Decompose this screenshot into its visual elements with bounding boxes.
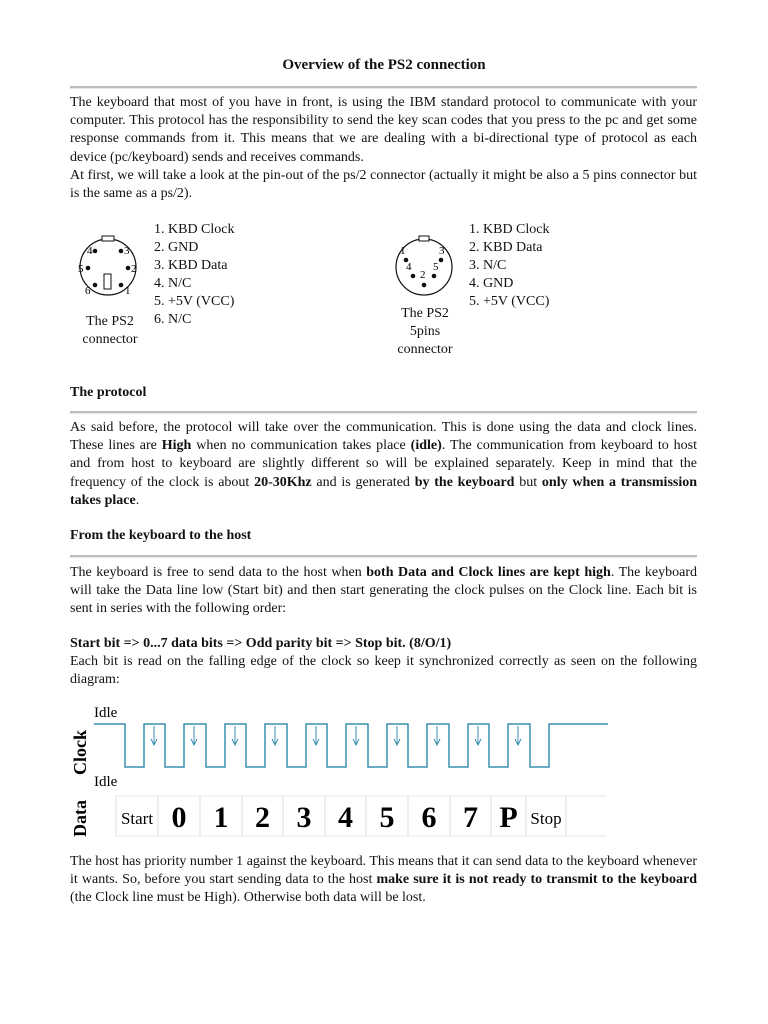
pin-number: 4 [406,261,412,273]
pin-number: 5 [433,261,439,273]
text-run: . The communication from keyboard to host and from host to keyboard are slightly different so will be explained separately. Keep in mind that the frequency of the clock is about [70,438,697,490]
pin-item: 1. KBD Clock [154,222,235,237]
text-run: when no communication takes place [191,438,411,454]
pin-item: 1. KBD Clock [469,222,550,237]
caption-line: The PS2 [401,306,449,321]
idle-label-top: Idle [94,705,118,721]
pin-dot [432,274,437,279]
bold-run: by the keyboard [414,474,515,490]
pin-dot [411,274,416,279]
pin-item: 3. N/C [469,258,507,273]
intro-paragraph [70,94,697,203]
pin-dot [93,249,98,254]
data-bit-cells [116,796,566,836]
caption-line: 5pins [409,324,441,339]
pin-item: 2. KBD Data [469,240,543,255]
kbd-to-host-paragraph [70,564,697,619]
data-bit-cell-label: 0 [171,801,187,834]
pin-number: 3 [124,245,130,257]
bold-run: only when a transmission takes place [70,474,698,508]
text-run: . [135,492,140,508]
caption-line: connector [397,342,453,357]
pin-dot [422,283,427,288]
pin-dot [93,283,98,288]
caption-line: The PS2 [86,314,134,329]
page-title: Overview of the PS2 connection [282,57,486,73]
bold-run: (idle) [410,438,442,454]
kbd-to-host-heading: From the keyboard to the host [70,528,252,543]
clock-label: Clock [70,730,90,775]
text-run: . The keyboard will take the Data line low (Start bit) and then start generating the clock pulses on the Clock line. Each bit is sent in series with the following order: [70,565,697,617]
text-run: Each bit is read on the falling edge of the clock so keep it synchronized correctly as seen on the following diagram: [70,654,697,688]
pin-number: 5 [78,263,84,275]
text-run: The host has priority number 1 against the keyboard. This means that it can send data to the keyboard whenever it wants. So, before you start sending data to the host [70,854,697,888]
bold-run: High [161,438,192,454]
clock-waveform [94,724,608,767]
text-run: The keyboard is free to send data to the host when [70,565,367,580]
data-bit-cell-label: 2 [255,801,270,834]
host-paragraph [70,853,697,908]
pin-item: 3. KBD Data [154,258,228,273]
ps2-5pin-connector-caption [385,305,465,359]
data-bit-cell-label: 3 [296,801,312,834]
pin-number: 6 [85,285,91,297]
idle-label-bottom: Idle [94,774,118,790]
text-run: (the Clock line must be High). Otherwise both data will be lost. [70,890,426,906]
text-run: As said before, the protocol will take over the communication. This is done using the data and clock lines. These lines are [70,420,697,454]
bit-order-paragraph [70,635,697,690]
ps2-5pin-connector-diagram [389,232,459,302]
data-bit-cell-label: 7 [463,801,478,834]
pin-number: 1 [125,285,131,297]
bold-run: both Data and Clock lines are kept high [366,565,611,580]
ps2-5pin-list [469,221,550,311]
pin-dot [439,258,444,263]
caption-line: connector [82,332,138,347]
pin-dot [119,249,124,254]
pin-item: 2. GND [154,240,199,255]
pin-number: 4 [87,245,93,257]
data-label: Data [70,800,90,837]
key-slot [104,274,111,289]
pin-dot [86,266,91,271]
pin-item: 5. +5V (VCC) [154,294,235,309]
data-bit-cell-label: 5 [379,801,395,834]
data-bit-cell-label: 6 [421,801,437,834]
pin-number: 1 [400,245,406,257]
timing-diagram [66,700,616,842]
pin-item: 4. N/C [154,276,192,291]
pin-dot [126,266,131,271]
ps2-connector-caption [70,313,150,349]
text-run: but [514,474,542,490]
pin-number: 2 [420,269,426,281]
protocol-divider [70,411,697,414]
data-bit-cell-label: 4 [338,801,353,834]
title-divider [70,86,697,89]
data-bit-cell-label: Start [120,809,154,828]
intro-text-1: The keyboard that most of you have in front, is using the IBM standard protocol to communicate with your computer. This protocol has the responsibility to send the key scan codes that you press to the pc and get some response commands from it. This means that we are dealing with a bi-directional type of protocol as each device (pc/keyboard) sends and receives commands. [70,95,697,165]
kbd-to-host-divider [70,555,697,558]
pin-dot [119,283,124,288]
pin-item: 4. GND [469,276,514,291]
intro-text-2: At first, we will take a look at the pin-out of the ps/2 connector (actually it might be also a 5 pins connector but is the same as a ps/2). [70,167,697,202]
pin-item: 6. N/C [154,312,192,327]
bold-run: make sure it is not ready to transmit to the keyboard [376,872,697,888]
data-bit-cell-label: P [499,801,518,834]
protocol-heading: The protocol [70,385,147,400]
bold-run: 20-30Khz [254,474,312,490]
ps2-pin-list [154,221,235,329]
protocol-paragraph [70,419,697,510]
pin-number: 3 [439,245,445,257]
data-bit-cell-label: 1 [213,801,229,834]
pin-number: 2 [131,263,137,275]
pin-item: 5. +5V (VCC) [469,294,550,309]
data-bit-cell-label: Stop [530,809,562,828]
ps2-connector-diagram [74,232,144,302]
bit-order: Start bit => 0...7 data bits => Odd parity bit => Stop bit. (8/O/1) [70,636,452,651]
text-run: and is generated [311,474,415,490]
